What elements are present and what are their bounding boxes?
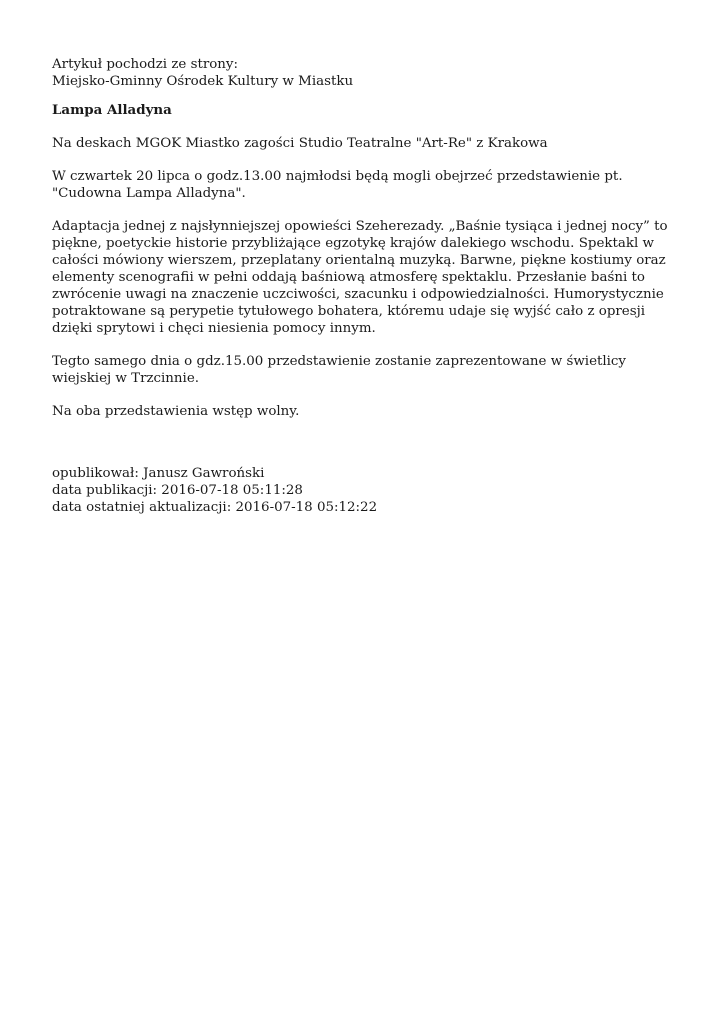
publication-date: data publikacji: 2016-07-18 05:11:28	[52, 483, 303, 498]
article-paragraph-1: Na deskach MGOK Miastko zagości Studio Teatralne "Art-Re" z Krakowa	[52, 136, 548, 151]
source-info	[52, 56, 672, 90]
last-update-date: data ostatniej aktualizacji: 2016-07-18 05:12:22	[52, 500, 378, 515]
source-intro: Artykuł pochodzi ze strony:	[52, 57, 238, 72]
publication-meta	[52, 465, 672, 516]
article-paragraph-2: W czwartek 20 lipca o godz.13.00 najmłodsi będą mogli obejrzeć przedstawienie pt. "Cudowna Lampa Alladyna".	[52, 169, 623, 201]
source-site-name: Miejsko-Gminny Ośrodek Kultury w Miastku	[52, 74, 354, 89]
article-title: Lampa Alladyna	[52, 102, 172, 118]
article-paragraph-4: Tegto samego dnia o gdz.15.00 przedstawienie zostanie zaprezentowane w świetlicy wiejskiej w Trzcinnie.	[52, 354, 626, 386]
published-by: opublikował: Janusz Gawroński	[52, 466, 265, 481]
article-paragraph-3: Adaptacja jednej z najsłynniejszej opowieści Szeherezady. „Baśnie tysiąca i jednej nocy” to piękne, poetyckie historie przybliżające egzotykę krajów dalekiego wschodu. Spektakl w całości mówiony wierszem, przeplatany orientalną muzyką. Barwne, piękne kostiumy oraz elementy scenografii w pełni oddają baśniową atmosferę spektaklu. Przesłanie baśni to zwrócenie uwagi na znaczenie uczciwości, szacunku i odpowiedzialności. Humorystycznie potraktowane są perypetie tytułowego bohatera, któremu udaje się wyjść cało z opresji dzięki sprytowi i chęci niesienia pomocy innym.	[52, 219, 668, 336]
article-paragraph-5: Na oba przedstawienia wstęp wolny.	[52, 404, 300, 419]
article-container	[52, 56, 672, 515]
